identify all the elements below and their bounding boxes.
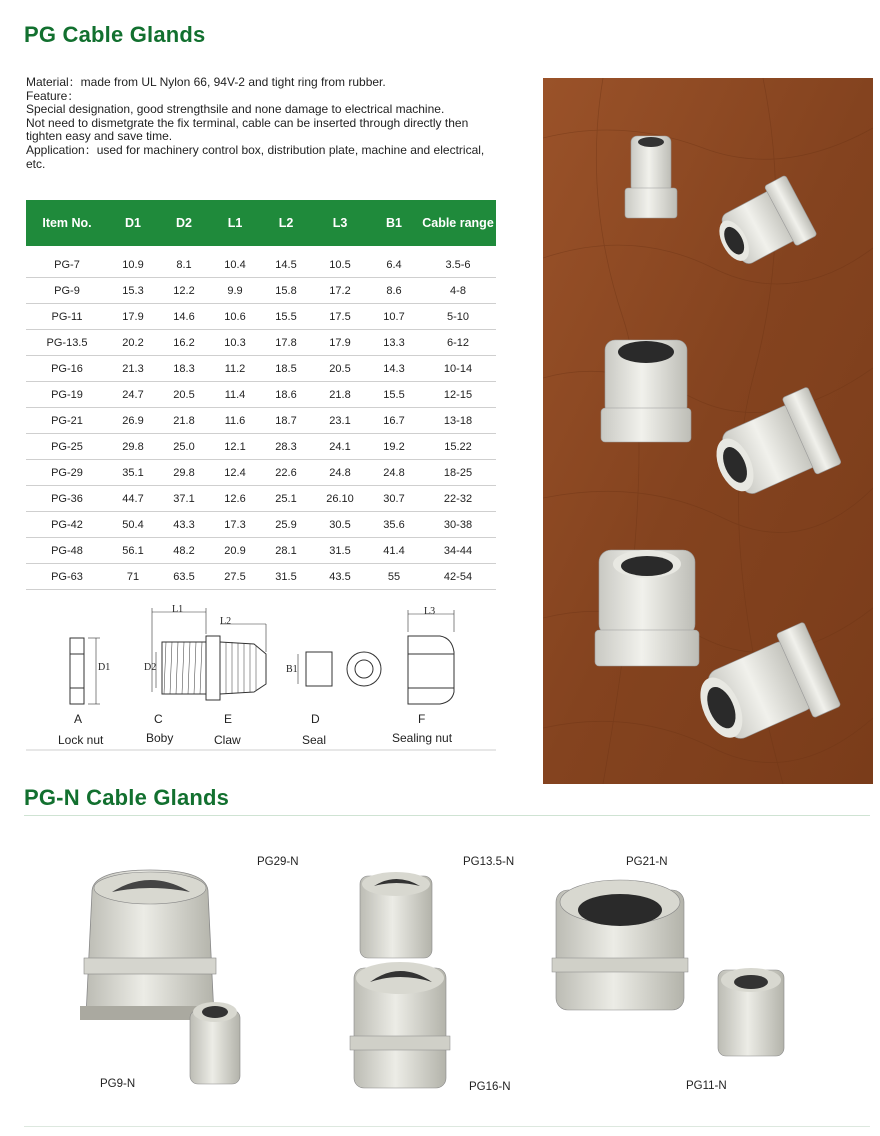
body-drawing <box>152 608 220 700</box>
dim-l2: L2 <box>220 616 232 627</box>
seal-drawing <box>298 652 381 686</box>
col-header: Item No. <box>26 200 108 246</box>
table-row <box>26 252 496 278</box>
label-pg21-n: PG21-N <box>626 856 668 868</box>
table-cell: 27.5 <box>210 564 260 590</box>
pg11-n-gland <box>718 968 784 1056</box>
dim-l3: L3 <box>424 606 436 617</box>
table-cell: 13.3 <box>368 330 420 356</box>
table-cell: 16.7 <box>368 408 420 434</box>
table-cell: 34-44 <box>420 538 496 564</box>
table-row <box>26 330 496 356</box>
table-cell: 43.5 <box>312 564 368 590</box>
table-cell: 9.9 <box>210 278 260 304</box>
table-cell: 29.8 <box>158 460 210 486</box>
table-cell: 31.5 <box>312 538 368 564</box>
spec-table <box>26 200 496 590</box>
page-title: PG Cable Glands <box>24 22 206 47</box>
table-cell: 20.2 <box>108 330 158 356</box>
label-pg29-n: PG29-N <box>257 856 299 868</box>
table-cell: 24.7 <box>108 382 158 408</box>
table-cell: 17.3 <box>210 512 260 538</box>
table-body <box>26 246 496 590</box>
pg-n-section-title: PG-N Cable Glands <box>24 785 230 810</box>
table-cell: 30.7 <box>368 486 420 512</box>
table-cell: PG-63 <box>26 564 108 590</box>
table-cell: 14.6 <box>158 304 210 330</box>
table-cell: 18.3 <box>158 356 210 382</box>
table-row <box>26 304 496 330</box>
table-cell: 30.5 <box>312 512 368 538</box>
table-cell: 26.9 <box>108 408 158 434</box>
lock-nut-drawing <box>70 638 100 704</box>
table-cell: 28.1 <box>260 538 312 564</box>
table-cell: 20.5 <box>158 382 210 408</box>
table-cell: 16.2 <box>158 330 210 356</box>
table-cell: PG-36 <box>26 486 108 512</box>
bottom-divider <box>24 1126 870 1127</box>
application-line-2: etc. <box>26 156 46 171</box>
table-row <box>26 278 496 304</box>
dim-b1: B1 <box>286 664 298 675</box>
table-cell: PG-21 <box>26 408 108 434</box>
col-header: D2 <box>158 200 210 246</box>
table-cell: 17.5 <box>312 304 368 330</box>
table-cell: 18-25 <box>420 460 496 486</box>
table-cell: 10.5 <box>312 252 368 278</box>
table-cell: 21.3 <box>108 356 158 382</box>
table-cell: 13-18 <box>420 408 496 434</box>
table-cell: 18.7 <box>260 408 312 434</box>
table-cell: 56.1 <box>108 538 158 564</box>
col-header: L1 <box>210 200 260 246</box>
table-cell: 10-14 <box>420 356 496 382</box>
table-cell: 15.5 <box>260 304 312 330</box>
part-letter: E <box>224 712 233 726</box>
table-cell: 42-54 <box>420 564 496 590</box>
col-header: L2 <box>260 200 312 246</box>
section-divider <box>24 815 870 816</box>
pg21-n-gland <box>552 880 688 1010</box>
table-cell: 24.8 <box>312 460 368 486</box>
table-cell: 20.9 <box>210 538 260 564</box>
table-cell: 21.8 <box>312 382 368 408</box>
table-cell: 30-38 <box>420 512 496 538</box>
table-cell: 35.1 <box>108 460 158 486</box>
feature-line-3: tighten easy and save time. <box>26 129 173 144</box>
table-cell: PG-13.5 <box>26 330 108 356</box>
table-cell: 12.4 <box>210 460 260 486</box>
table-cell: PG-25 <box>26 434 108 460</box>
table-cell: 12.1 <box>210 434 260 460</box>
table-cell: 17.8 <box>260 330 312 356</box>
dim-d2: D2 <box>144 662 157 673</box>
pg13-5-n-gland <box>360 872 432 958</box>
part-name: Boby <box>146 731 174 745</box>
table-cell: PG-16 <box>26 356 108 382</box>
component-diagram <box>26 596 496 752</box>
part-letter: D <box>311 712 320 726</box>
table-cell: 18.6 <box>260 382 312 408</box>
part-letter: F <box>418 712 426 726</box>
pg29-n-gland <box>80 870 220 1020</box>
table-cell: 12.2 <box>158 278 210 304</box>
table-cell: 3.5-6 <box>420 252 496 278</box>
product-description <box>26 76 516 171</box>
table-cell: 21.8 <box>158 408 210 434</box>
label-pg9-n: PG9-N <box>100 1078 136 1090</box>
table-cell: 8.6 <box>368 278 420 304</box>
table-row <box>26 356 496 382</box>
table-cell: 37.1 <box>158 486 210 512</box>
table-row <box>26 538 496 564</box>
col-header: B1 <box>368 200 420 246</box>
table-cell: 10.9 <box>108 252 158 278</box>
table-cell: 4-8 <box>420 278 496 304</box>
part-letter: A <box>74 712 83 726</box>
table-cell: 24.1 <box>312 434 368 460</box>
table-cell: 10.3 <box>210 330 260 356</box>
col-header: L3 <box>312 200 368 246</box>
table-cell: 25.0 <box>158 434 210 460</box>
table-cell: 43.3 <box>158 512 210 538</box>
table-cell: 5-10 <box>420 304 496 330</box>
table-cell: 19.2 <box>368 434 420 460</box>
pg16-n-gland <box>350 962 450 1088</box>
dim-l1: L1 <box>172 604 184 615</box>
application-line-1: Application：used for machinery control box, distribution plate, machine and electrical, <box>26 142 485 157</box>
table-row <box>26 486 496 512</box>
part-letter: C <box>154 712 163 726</box>
table-cell: 35.6 <box>368 512 420 538</box>
pg9-n-gland <box>190 1002 240 1084</box>
part-name: Claw <box>214 733 241 747</box>
label-pg13-5-n: PG13.5-N <box>463 856 515 868</box>
table-cell: 17.2 <box>312 278 368 304</box>
table-cell: 55 <box>368 564 420 590</box>
label-pg11-n: PG11-N <box>686 1080 727 1092</box>
gland-large-upright <box>595 550 699 666</box>
table-row <box>26 460 496 486</box>
table-cell: 15.5 <box>368 382 420 408</box>
label-pg16-n: PG16-N <box>469 1081 511 1093</box>
table-cell: 10.6 <box>210 304 260 330</box>
table-cell: 17.9 <box>108 304 158 330</box>
table-cell: 71 <box>108 564 158 590</box>
sealing-nut-drawing <box>408 610 454 704</box>
table-cell: 12.6 <box>210 486 260 512</box>
table-cell: 11.2 <box>210 356 260 382</box>
table-cell: 11.4 <box>210 382 260 408</box>
table-cell: 29.8 <box>108 434 158 460</box>
table-cell: 10.4 <box>210 252 260 278</box>
table-cell: 28.3 <box>260 434 312 460</box>
table-cell: 14.5 <box>260 252 312 278</box>
product-photo <box>543 78 873 784</box>
dim-d1: D1 <box>98 662 111 673</box>
table-row <box>26 512 496 538</box>
table-cell: PG-42 <box>26 512 108 538</box>
table-row <box>26 408 496 434</box>
table-cell: PG-7 <box>26 252 108 278</box>
table-row <box>26 382 496 408</box>
part-name: Lock nut <box>58 733 104 747</box>
table-row <box>26 564 496 590</box>
table-row <box>26 434 496 460</box>
table-cell: 10.7 <box>368 304 420 330</box>
table-cell: 15.22 <box>420 434 496 460</box>
feature-line-2: Not need to dismetgrate the fix terminal, cable can be inserted through directly then <box>26 115 469 130</box>
table-cell: 26.10 <box>312 486 368 512</box>
table-cell: 22-32 <box>420 486 496 512</box>
table-cell: 17.9 <box>312 330 368 356</box>
table-cell: 14.3 <box>368 356 420 382</box>
feature-label: Feature： <box>26 88 80 103</box>
table-header-row <box>26 200 496 246</box>
table-cell: 8.1 <box>158 252 210 278</box>
table-cell: 15.8 <box>260 278 312 304</box>
table-cell: 50.4 <box>108 512 158 538</box>
table-cell: 44.7 <box>108 486 158 512</box>
table-cell: 41.4 <box>368 538 420 564</box>
part-name: Sealing nut <box>392 731 453 745</box>
table-cell: 48.2 <box>158 538 210 564</box>
gland-medium-upright <box>601 340 691 442</box>
table-cell: 23.1 <box>312 408 368 434</box>
table-cell: 20.5 <box>312 356 368 382</box>
col-header: Cable range <box>420 200 496 246</box>
table-cell: 6-12 <box>420 330 496 356</box>
table-cell: PG-29 <box>26 460 108 486</box>
material-text: Material：made from UL Nylon 66, 94V-2 and tight ring from rubber. <box>26 75 386 89</box>
table-cell: 24.8 <box>368 460 420 486</box>
table-cell: 22.6 <box>260 460 312 486</box>
table-cell: 31.5 <box>260 564 312 590</box>
table-cell: 25.1 <box>260 486 312 512</box>
claw-drawing <box>220 624 266 694</box>
table-cell: 63.5 <box>158 564 210 590</box>
table-cell: 25.9 <box>260 512 312 538</box>
feature-line-1: Special designation, good strengthsile and none damage to electrical machine. <box>26 102 445 117</box>
part-name: Seal <box>302 733 327 747</box>
diagram-drawing <box>26 596 496 752</box>
table-cell: 12-15 <box>420 382 496 408</box>
table-cell: 15.3 <box>108 278 158 304</box>
table-cell: 11.6 <box>210 408 260 434</box>
table-cell: PG-19 <box>26 382 108 408</box>
table-cell: 18.5 <box>260 356 312 382</box>
table-cell: PG-11 <box>26 304 108 330</box>
table-cell: PG-48 <box>26 538 108 564</box>
gland-small-upright <box>625 136 677 218</box>
table-cell: PG-9 <box>26 278 108 304</box>
col-header: D1 <box>108 200 158 246</box>
table-cell: 6.4 <box>368 252 420 278</box>
